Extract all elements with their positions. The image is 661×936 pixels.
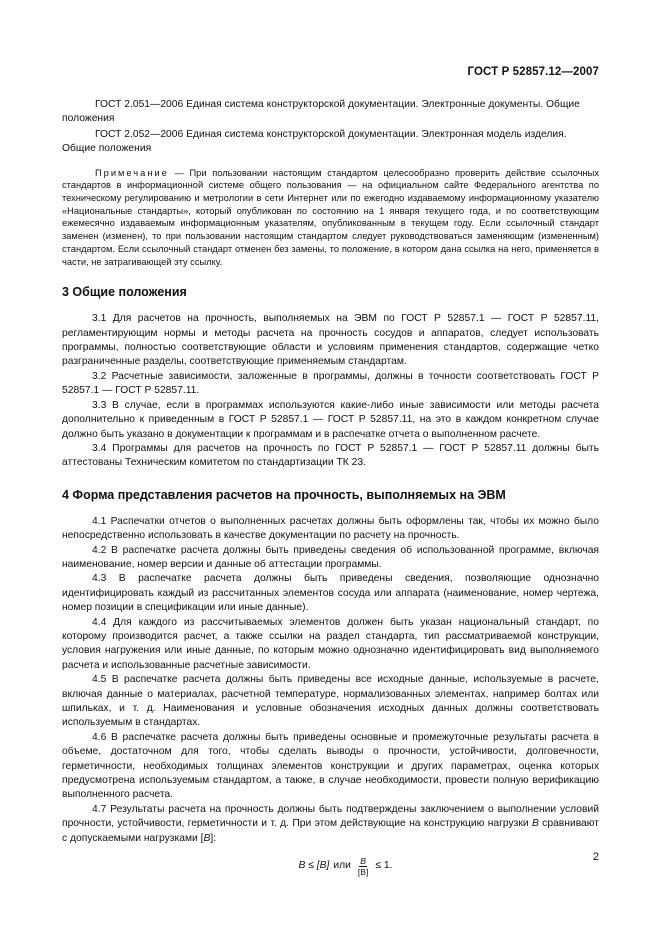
paragraph-3-1: 3.1 Для расчетов на прочность, выполняемых на ЭВМ по ГОСТ Р 52857.1 — ГОСТ Р 52857.11, регламентирующим нормы и методы расчета на прочность сосудов и аппаратов, следует использовать программы, полностью соответствующие области и условиям применения стандартов, содержащие четко разграниченные разделы, соответствующие применяемым стандартам. (62, 313, 599, 368)
formula-fraction (357, 856, 370, 877)
note-paragraph (62, 167, 599, 269)
paragraph-4-7: 4.7 Результаты расчета на прочность должны быть подтверждены заключением о выполнении условий прочности, устойчивости, герметичности и т. д. При этом действующие на конструкцию нагрузки B сравнивают с допускаемыми нагрузками [B]: (62, 803, 599, 844)
paragraph-4-1: 4.1 Распечатки отчетов о выполненных расчетах должны быть оформлены так, чтобы их можно было непосредственно использовать в качестве документации по расчету на прочность. (62, 515, 599, 542)
section-4-heading: 4 Форма представления расчетов на прочность, выполняемых на ЭВМ (62, 487, 506, 502)
formula-strength-condition (62, 852, 599, 880)
reference-item: ГОСТ 2.052—2006 Единая система конструкторской документации. Электронная модель изделия. Общие положения (62, 128, 567, 155)
formula-or-word: или (333, 859, 351, 871)
formula-rhs: ≤ 1. (375, 859, 393, 871)
paragraph-3-3: 3.3 В случае, если в программах используются какие-либо иные зависимости или методы расчета дополнительно к приведенным в ГОСТ Р 52857.1 — ГОСТ Р 52857.11, на это в каждом конкретном случае должно быть указано в документации к программам и в распечатке отчета о выполненном расчете. (62, 399, 599, 440)
paragraph-4-4: 4.4 Для каждого из рассчитываемых элементов должен быть указан национальный стандарт, по которому производится расчет, а также ссылки на раздел стандарта, тип рассматриваемой конструкции, условия нагружения или иные данные, по которым можно однозначно идентифицировать вид выполняемого расчета и использованные расчетные зависимости. (62, 616, 599, 671)
document-code: ГОСТ Р 52857.12—2007 (467, 66, 599, 78)
page-content (62, 98, 599, 880)
formula-lhs: B ≤ [B] (298, 859, 330, 871)
fraction-numerator: B (360, 855, 366, 866)
reference-item: ГОСТ 2.051—2006 Единая система конструкторской документации. Электронные документы. Общие положения (62, 99, 580, 125)
paragraph-4-5: 4.5 В распечатке расчета должны быть приведены все исходные данные, используемые в расчете, включая данные о материалах, расчетной температуре, нормализованных элементах, например болтах или шпильках, и т. д. Наименования и условные обозначения исходных данных должны соответствовать используемым в стандартах. (62, 674, 599, 729)
paragraph-4-6: 4.6 В распечатке расчета должны быть приведены основные и промежуточные результаты расчета в объеме, достаточном для того, чтобы сделать выводы о прочности, устойчивости, долговечности, герметичности, необходимых толщинах элементов конструкции и других параметрах, оценка которых предусмотрена используемым стандартом, а также, в случае необходимости, провести полную верификацию выполненного расчета. (62, 731, 599, 801)
note-text: — При пользовании настоящим стандартом целесообразно проверить действие ссылочных стандартов в информационной системе общего пользования — на официальном сайте Федерального агентства по техническому регулированию и метрологии в сети Интернет или по ежегодно издаваемому информационному указателю «Национальные стандарты», который опубликован по состоянию на 1 января текущего года, и по соответствующим ежемесячно издаваемым информационным указателям, опубликованным в текущем году. Если ссылочный стандарт заменен (изменен), то при пользовании настоящим стандартом следует руководствоваться заменяющим (измененным) стандартом. Если ссылочный стандарт отменен без замены, то положение, в котором дана ссылка на него, применяется в части, не затрагивающей эту ссылку. (62, 167, 599, 267)
note-label: Примечание (95, 167, 169, 178)
paragraph-4-3: 4.3 В распечатке расчета должны быть приведены сведения, позволяющие однозначно идентифицировать каждый из рассчитанных элементов сосуда или аппарата (наименование, номер чертежа, номер позиции в спецификации или иные данные). (62, 573, 599, 614)
paragraph-3-2: 3.2 Расчетные зависимости, заложенные в программы, должны в точности соответствовать ГОСТ Р 52857.1 — ГОСТ Р 52857.11. (62, 370, 599, 397)
page-number: 2 (592, 851, 599, 863)
paragraph-4-2: 4.2 В распечатке расчета должны быть приведены сведения об использованной программе, включая наименование, номер версии и данные об аттестации программы. (62, 544, 599, 570)
paragraph-3-4: 3.4 Программы для расчетов на прочность по ГОСТ Р 52857.1 — ГОСТ Р 52857.11 должны быть аттестованы Техническим комитетом по стандартизации ТК 23. (62, 442, 599, 469)
fraction-denominator: [B] (357, 866, 369, 877)
section-3-heading: 3 Общие положения (62, 285, 187, 300)
